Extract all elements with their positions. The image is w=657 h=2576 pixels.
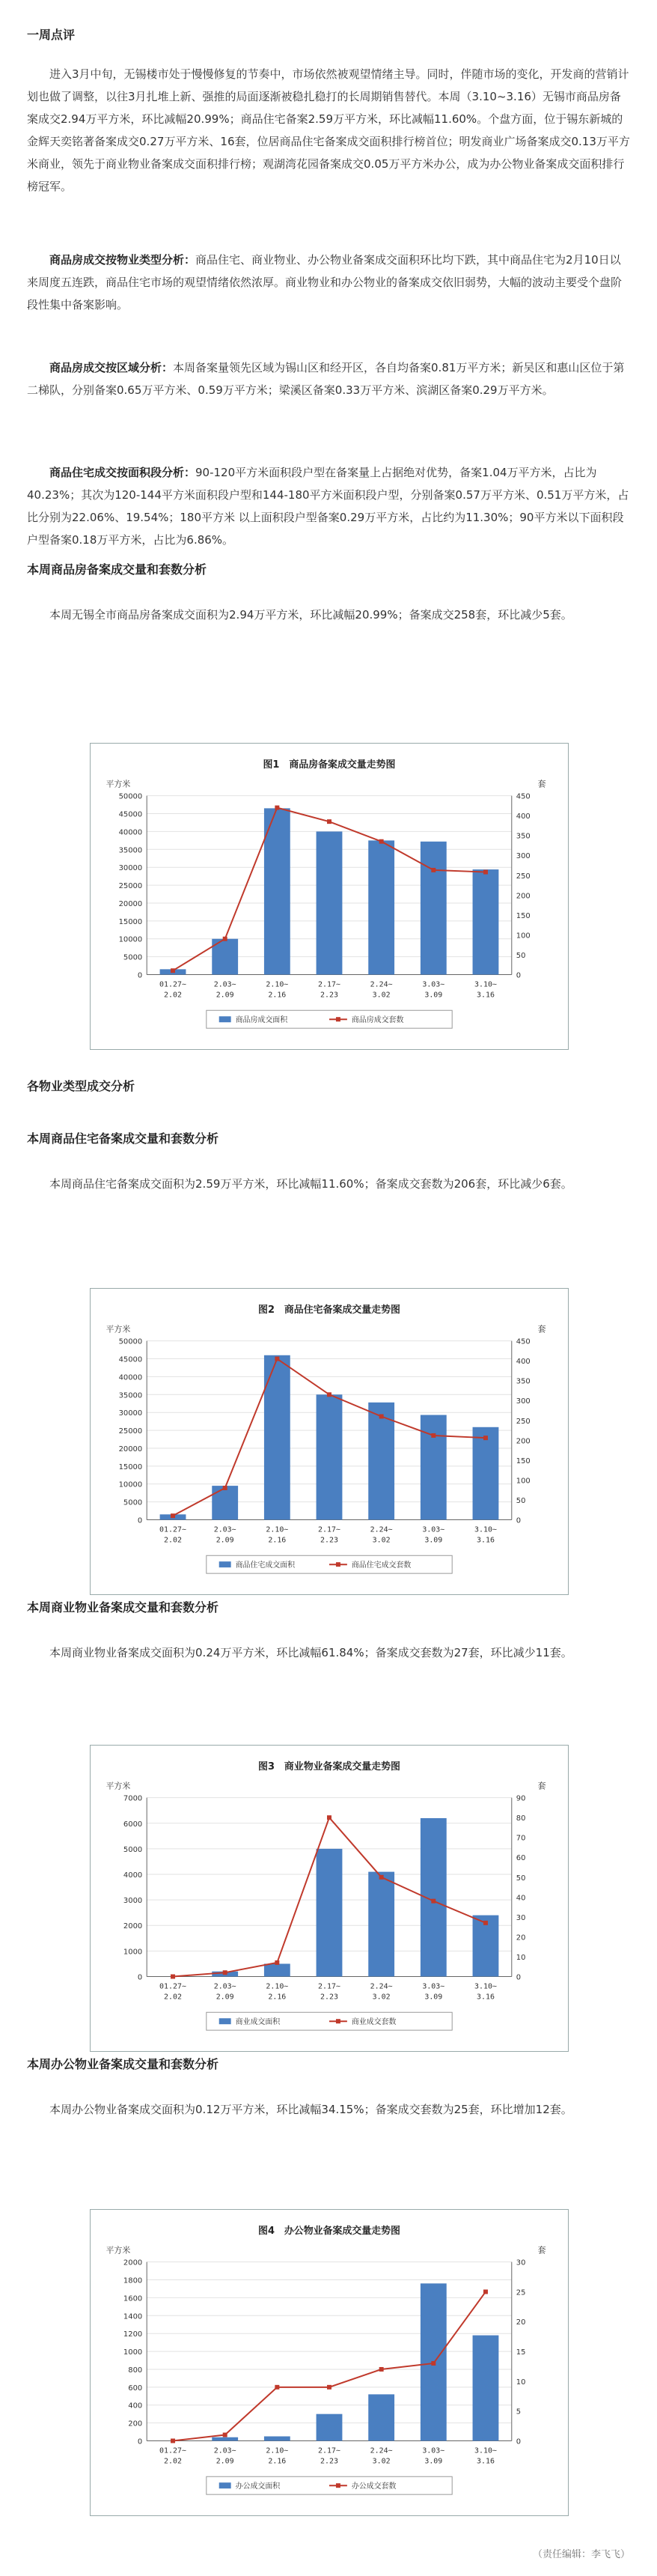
- x-tick-label: 3.16: [477, 991, 495, 1000]
- bar: [473, 869, 499, 974]
- chart-2: [90, 1288, 569, 1595]
- x-tick-label: 3.16: [477, 1993, 495, 2002]
- y2-tick-label: 0: [516, 2437, 522, 2446]
- section-title-types: 各物业类型成交分析: [27, 1079, 135, 1093]
- chart-title: 图1 商品房备案成交量走势图: [263, 759, 396, 771]
- count-point: [171, 1513, 175, 1518]
- type-paragraph: [27, 249, 630, 316]
- x-tick-label: 2.16: [268, 2457, 287, 2466]
- bar: [264, 1963, 290, 1976]
- y2-tick-label: 60: [516, 1854, 526, 1863]
- y2-axis-label: 套: [537, 1781, 546, 1791]
- y-tick-label: 5000: [123, 1845, 143, 1854]
- chart-1-svg: [91, 744, 568, 1049]
- x-tick-label: 2.03~: [213, 1525, 236, 1534]
- y-tick-label: 1000: [123, 1948, 143, 1957]
- y2-tick-label: 250: [516, 1417, 531, 1426]
- y2-tick-label: 50: [516, 951, 526, 960]
- y2-tick-label: 350: [516, 1377, 531, 1386]
- y-tick-label: 20000: [118, 1445, 143, 1453]
- type-text: 商品住宅、商业物业、办公物业备案成交面积环比均下跌，其中商品住宅为2月10日以来周度五连跌，商品住宅市场的观望情绪依然浓厚。商业物业和办公物业的备案成交依旧弱势，大幅的波动主要受个盘阶段性集中备案影响。: [27, 253, 623, 312]
- count-point: [379, 1875, 384, 1880]
- count-point: [483, 1921, 488, 1925]
- y-tick-label: 45000: [118, 810, 143, 819]
- count-point: [275, 1960, 279, 1965]
- count-point: [483, 1436, 488, 1440]
- y2-axis-label: 套: [537, 1324, 546, 1334]
- section-title-residential: 本周商品住宅备案成交量和套数分析: [27, 1131, 219, 1146]
- x-tick-label: 2.10~: [266, 1982, 289, 1991]
- count-point: [379, 2367, 384, 2372]
- y2-tick-label: 90: [516, 1794, 526, 1803]
- count-point: [483, 870, 488, 875]
- y-axis-label: 平方米: [106, 2245, 131, 2255]
- x-tick-label: 3.03~: [422, 1525, 445, 1534]
- x-tick-label: 2.10~: [266, 980, 289, 989]
- y-tick-label: 6000: [123, 1820, 143, 1829]
- bar: [317, 1849, 343, 1977]
- y-tick-label: 4000: [123, 1871, 143, 1880]
- legend-line-label: 商品住宅成交套数: [351, 1561, 412, 1570]
- y-tick-label: 5000: [123, 1498, 143, 1507]
- y-tick-label: 3000: [123, 1897, 143, 1906]
- x-tick-label: 2.03~: [213, 2446, 236, 2455]
- count-point: [171, 2439, 175, 2443]
- x-tick-label: 2.23: [320, 1993, 338, 2002]
- y-tick-label: 7000: [123, 1794, 143, 1803]
- count-point: [275, 1357, 279, 1361]
- y2-tick-label: 30: [516, 2258, 526, 2267]
- y2-tick-label: 10: [516, 1953, 526, 1962]
- bar: [421, 1415, 447, 1520]
- bar: [212, 1486, 238, 1519]
- y2-tick-label: 10: [516, 2378, 526, 2387]
- y-tick-label: 1400: [123, 2312, 143, 2321]
- y2-tick-label: 300: [516, 1397, 531, 1406]
- chart-3-svg: [91, 1746, 568, 2051]
- y2-tick-label: 400: [516, 812, 531, 821]
- x-tick-label: 2.23: [320, 991, 338, 1000]
- x-tick-label: 2.03~: [213, 980, 236, 989]
- y-tick-label: 600: [128, 2384, 143, 2393]
- y2-tick-label: 100: [516, 1477, 531, 1486]
- x-tick-label: 2.16: [268, 991, 287, 1000]
- y-tick-label: 200: [128, 2419, 143, 2428]
- x-tick-label: 2.24~: [370, 1525, 393, 1534]
- y-tick-label: 15000: [118, 917, 143, 926]
- y2-tick-label: 200: [516, 892, 531, 901]
- y2-tick-label: 150: [516, 1456, 531, 1465]
- x-tick-label: 3.02: [372, 991, 391, 1000]
- chart-4: [90, 2209, 569, 2516]
- legend-line-marker: [336, 1017, 340, 1021]
- size-paragraph: [27, 461, 630, 551]
- x-tick-label: 2.17~: [318, 2446, 340, 2455]
- bar: [368, 840, 394, 974]
- y2-tick-label: 100: [516, 932, 531, 941]
- count-point: [379, 1415, 384, 1419]
- y-tick-label: 0: [137, 1973, 143, 1982]
- x-tick-label: 2.02: [164, 2457, 182, 2466]
- y2-tick-label: 80: [516, 1814, 526, 1823]
- y-axis-label: 平方米: [106, 1324, 131, 1334]
- y-tick-label: 1200: [123, 2330, 143, 2339]
- y-tick-label: 25000: [118, 882, 143, 891]
- x-tick-label: 2.10~: [266, 2446, 289, 2455]
- section-title-office: 本周办公物业备案成交量和套数分析: [27, 2057, 219, 2071]
- x-tick-label: 3.03~: [422, 2446, 445, 2455]
- y2-tick-label: 70: [516, 1834, 526, 1843]
- x-tick-label: 3.10~: [474, 1525, 497, 1534]
- x-tick-label: 01.27~: [159, 1982, 186, 1991]
- legend-bar-label: 商品房成交面积: [235, 1016, 288, 1025]
- chart-title: 图2 商品住宅备案成交量走势图: [258, 1304, 400, 1316]
- count-point: [223, 2433, 227, 2437]
- y-tick-label: 0: [137, 1516, 143, 1525]
- count-point: [171, 1975, 175, 1979]
- count-point: [171, 968, 175, 973]
- x-tick-label: 2.17~: [318, 980, 340, 989]
- y-tick-label: 1000: [123, 2348, 143, 2357]
- legend-bar-swatch: [219, 2018, 231, 2024]
- y-tick-label: 40000: [118, 828, 143, 837]
- y2-tick-label: 20: [516, 2318, 526, 2327]
- y2-axis-label: 套: [537, 779, 546, 789]
- y2-tick-label: 300: [516, 852, 531, 861]
- count-point: [327, 1392, 331, 1397]
- y2-tick-label: 15: [516, 2348, 526, 2357]
- chart-title: 图3 商业物业备案成交量走势图: [258, 1761, 400, 1772]
- x-tick-label: 3.02: [372, 2457, 391, 2466]
- count-point: [431, 2361, 436, 2366]
- bar: [421, 842, 447, 975]
- y2-tick-label: 50: [516, 1496, 526, 1505]
- bar: [212, 2437, 238, 2441]
- x-tick-label: 3.16: [477, 1536, 495, 1545]
- y-tick-label: 2000: [123, 1922, 143, 1931]
- count-point: [223, 1486, 227, 1490]
- legend-line-label: 办公成交套数: [351, 2482, 397, 2491]
- y-tick-label: 0: [137, 2437, 143, 2446]
- bar: [264, 2437, 290, 2441]
- y2-tick-label: 0: [516, 971, 522, 980]
- bar: [368, 1872, 394, 1977]
- y2-tick-label: 450: [516, 792, 531, 801]
- section-text-residential: 本周商品住宅备案成交面积为2.59万平方米，环比减幅11.60%；备案成交套数为206套，环比减少6套。: [49, 1177, 572, 1191]
- count-point: [327, 819, 331, 824]
- x-tick-label: 2.17~: [318, 1982, 340, 1991]
- x-tick-label: 3.09: [424, 2457, 443, 2466]
- y2-tick-label: 25: [516, 2288, 526, 2297]
- y2-tick-label: 0: [516, 1973, 522, 1982]
- x-tick-label: 2.16: [268, 1993, 287, 2002]
- x-tick-label: 2.09: [216, 1536, 234, 1545]
- x-tick-label: 2.09: [216, 2457, 234, 2466]
- x-tick-label: 3.09: [424, 991, 443, 1000]
- x-tick-label: 2.03~: [213, 1982, 236, 1991]
- y-axis-label: 平方米: [106, 1781, 131, 1791]
- legend-line-marker: [336, 2483, 340, 2488]
- x-tick-label: 2.02: [164, 1993, 182, 2002]
- x-tick-label: 3.16: [477, 2457, 495, 2466]
- y2-tick-label: 450: [516, 1337, 531, 1346]
- count-point: [327, 2385, 331, 2390]
- chart-3: [90, 1745, 569, 2052]
- y2-tick-label: 30: [516, 1913, 526, 1922]
- area-paragraph: [27, 356, 630, 401]
- y2-tick-label: 40: [516, 1894, 526, 1903]
- section-title-total: 本周商品房备案成交量和套数分析: [27, 562, 207, 577]
- x-tick-label: 3.02: [372, 1993, 391, 2002]
- y-tick-label: 10000: [118, 1480, 143, 1489]
- bar: [317, 2414, 343, 2441]
- y-tick-label: 30000: [118, 864, 143, 873]
- y-axis-label: 平方米: [106, 779, 131, 789]
- y-tick-label: 25000: [118, 1427, 143, 1436]
- count-point: [275, 806, 279, 810]
- y2-tick-label: 350: [516, 832, 531, 841]
- y-tick-label: 30000: [118, 1409, 143, 1418]
- count-point: [431, 1899, 436, 1904]
- bar: [368, 2394, 394, 2440]
- section-title-commercial: 本周商业物业备案成交量和套数分析: [27, 1600, 219, 1614]
- x-tick-label: 3.09: [424, 1536, 443, 1545]
- legend-bar-label: 商品住宅成交面积: [235, 1561, 296, 1570]
- count-point: [431, 1433, 436, 1438]
- chart-title: 图4 办公物业备案成交量走势图: [258, 2225, 400, 2237]
- y2-tick-label: 5: [516, 2408, 522, 2416]
- review-title: 一周点评: [27, 28, 76, 42]
- x-tick-label: 2.09: [216, 991, 234, 1000]
- y-tick-label: 35000: [118, 846, 143, 855]
- y-tick-label: 400: [128, 2402, 143, 2411]
- size-text: 90-120平方米面积段户型在备案量上占据绝对优势，备案1.04万平方米，占比为40.23%；其次为120-144平方米面积段户型和144-180平方米面积段户型，分别备案0.57万平方米、0.51万平方米，占比分别为22.06%、19.54%；180平方米 以上面积段户型备案0.29万平方米，占比约为11.30%；90平方米以下面积段户型备案0.18万平方米，占比为6.86%。: [27, 466, 629, 547]
- legend-bar-label: 办公成交面积: [235, 2482, 281, 2491]
- x-tick-label: 2.23: [320, 1536, 338, 1545]
- y-tick-label: 2000: [123, 2258, 143, 2267]
- count-point: [431, 868, 436, 872]
- x-tick-label: 01.27~: [159, 980, 186, 989]
- chart-1: [90, 743, 569, 1050]
- area-text: 本周备案量领先区域为锡山区和经开区，各自均备案0.81万平方米；新吴区和惠山区位于第二梯队，分别备案0.65万平方米、0.59万平方米；梁溪区备案0.33万平方米、滨湖区备案0.29万平方米。: [27, 361, 625, 397]
- editor-credit: （责任编辑：李飞飞）: [532, 2549, 630, 2560]
- legend-bar-swatch: [219, 2482, 231, 2488]
- area-label: 商品房成交按区域分析：: [49, 361, 174, 374]
- y2-tick-label: 250: [516, 872, 531, 881]
- x-tick-label: 3.10~: [474, 2446, 497, 2455]
- x-tick-label: 01.27~: [159, 1525, 186, 1534]
- x-tick-label: 2.10~: [266, 1525, 289, 1534]
- count-point: [327, 1815, 331, 1820]
- y-tick-label: 1600: [123, 2294, 143, 2303]
- count-point: [223, 937, 227, 941]
- x-tick-label: 3.03~: [422, 980, 445, 989]
- y-tick-label: 10000: [118, 935, 143, 944]
- bar: [317, 831, 343, 974]
- x-tick-label: 3.10~: [474, 980, 497, 989]
- chart-4-svg: [91, 2210, 568, 2515]
- x-tick-label: 2.16: [268, 1536, 287, 1545]
- x-tick-label: 3.02: [372, 1536, 391, 1545]
- count-point: [275, 2385, 279, 2390]
- chart-2-svg: [91, 1289, 568, 1594]
- y-tick-label: 20000: [118, 899, 143, 908]
- x-tick-label: 3.03~: [422, 1982, 445, 1991]
- y-tick-label: 1800: [123, 2276, 143, 2285]
- y-tick-label: 50000: [118, 792, 143, 801]
- bar: [473, 2336, 499, 2441]
- bar: [264, 808, 290, 974]
- y-tick-label: 15000: [118, 1462, 143, 1471]
- legend-line-marker: [336, 1562, 340, 1567]
- y2-tick-label: 50: [516, 1874, 526, 1883]
- x-tick-label: 2.09: [216, 1993, 234, 2002]
- y-tick-label: 800: [128, 2366, 143, 2375]
- legend-line-marker: [336, 2019, 340, 2023]
- x-tick-label: 01.27~: [159, 2446, 186, 2455]
- x-tick-label: 2.17~: [318, 1525, 340, 1534]
- y-tick-label: 45000: [118, 1355, 143, 1364]
- bar: [317, 1394, 343, 1519]
- y2-tick-label: 200: [516, 1437, 531, 1446]
- y2-tick-label: 20: [516, 1933, 526, 1942]
- legend-line-label: 商品房成交套数: [351, 1016, 404, 1025]
- y2-tick-label: 400: [516, 1358, 531, 1367]
- x-tick-label: 2.24~: [370, 1982, 393, 1991]
- x-tick-label: 2.02: [164, 991, 182, 1000]
- legend-bar-label: 商业成交面积: [235, 2018, 281, 2027]
- type-label: 商品房成交按物业类型分析：: [49, 253, 196, 267]
- x-tick-label: 2.24~: [370, 2446, 393, 2455]
- y-tick-label: 0: [137, 971, 143, 980]
- y2-axis-label: 套: [537, 2245, 546, 2255]
- y2-tick-label: 150: [516, 911, 531, 920]
- legend-line-label: 商业成交套数: [351, 2018, 397, 2027]
- x-tick-label: 3.09: [424, 1993, 443, 2002]
- y2-tick-label: 0: [516, 1516, 522, 1525]
- review-paragraph: 进入3月中旬，无锡楼市处于慢慢修复的节奏中，市场依然被观望情绪主导。同时，伴随市场的变化，开发商的营销计划也做了调整，以往3月扎堆上新、强推的局面逐渐被稳扎稳打的长周期销售替代。本周（3.10~3.16）无锡市商品房备案成交2.94万平方米，环比减幅20.99%；商品住宅备案2.59万平方米，环比减幅11.60%。个盘方面，位于锡东新城的金辉天奕铭著备案成交0.27万平方米、16套，位居商品住宅备案成交面积排行榜首位；明发商业广场备案成交0.13万平方米商业，领先于商业物业备案成交面积排行榜；观湖湾花园备案成交0.05万平方米办公，成为办公物业备案成交面积排行榜冠军。: [27, 67, 630, 193]
- section-text-commercial: 本周商业物业备案成交面积为0.24万平方米，环比减幅61.84%；备案成交套数为27套，环比减少11套。: [49, 1646, 572, 1659]
- y-tick-label: 5000: [123, 953, 143, 962]
- y-tick-label: 40000: [118, 1373, 143, 1382]
- legend-bar-swatch: [219, 1561, 231, 1567]
- x-tick-label: 2.24~: [370, 980, 393, 989]
- count-point: [223, 1970, 227, 1975]
- bar: [473, 1427, 499, 1520]
- x-tick-label: 3.10~: [474, 1982, 497, 1991]
- count-point: [483, 2289, 488, 2294]
- count-point: [379, 839, 384, 844]
- section-text-total: 本周无锡全市商品房备案成交面积为2.94万平方米，环比减幅20.99%；备案成交258套，环比减少5套。: [49, 608, 572, 622]
- x-tick-label: 2.02: [164, 1536, 182, 1545]
- y-tick-label: 50000: [118, 1337, 143, 1346]
- x-tick-label: 2.23: [320, 2457, 338, 2466]
- section-text-office: 本周办公物业备案成交面积为0.12万平方米，环比减幅34.15%；备案成交套数为25套，环比增加12套。: [49, 2103, 572, 2116]
- legend-bar-swatch: [219, 1016, 231, 1022]
- size-label: 商品住宅成交按面积段分析：: [49, 466, 196, 479]
- y-tick-label: 35000: [118, 1391, 143, 1400]
